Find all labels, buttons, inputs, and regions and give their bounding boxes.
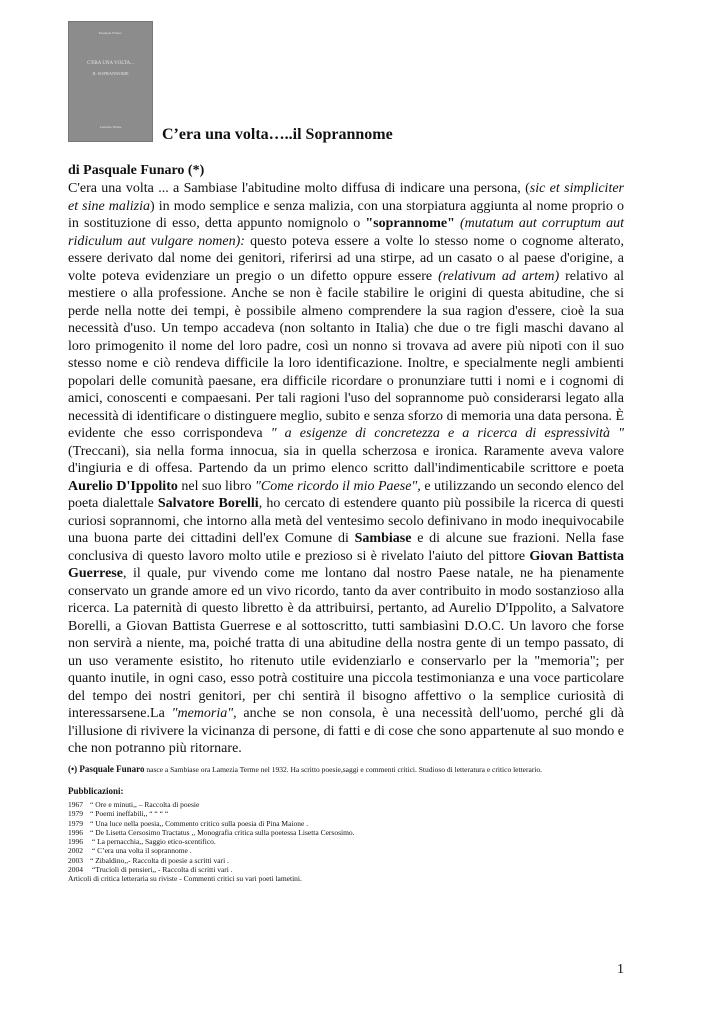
publication-year: 2002 xyxy=(68,846,83,856)
italic-text: "memoria", xyxy=(171,706,237,721)
author-line: di Pasquale Funaro (*) xyxy=(68,163,205,178)
italic-text: (mutatum aut corruptum aut ridiculum aut vulgare nomen): xyxy=(68,216,624,249)
publication-year: 2004 xyxy=(68,865,83,875)
bold-text: Aurelio D'Ippolito xyxy=(68,478,178,494)
publication-title: “Trucioli di pensieri,, - Raccolta di scritti vari . xyxy=(90,865,233,875)
bold-text: "soprannome" xyxy=(365,216,455,231)
publications-extra: Articoli di critica letteraria su riviste - Commenti critici su vari poeti lametini. xyxy=(68,874,302,884)
publication-item xyxy=(68,828,355,837)
publication-title: “ De Lisetta Cersosimo Tractatus ,, Monografia critica sulla poetessa Lisetta Cersosimo. xyxy=(90,827,355,837)
footnote-text: nasce a Sambiase ora Lamezia Terme nel 1932. Ha scritto poesie,saggi e commenti critici. Studioso di letteratura e critico letterario. xyxy=(144,765,543,774)
publication-item xyxy=(68,800,355,809)
publications-heading: Pubblicazioni: xyxy=(68,786,124,796)
publication-year: 1967 xyxy=(68,800,83,809)
publication-title: “ C’era una volta il soprannome . xyxy=(90,846,192,856)
cover-title-line2: IL SOPRANNOME xyxy=(92,71,129,76)
bold-text: Sambiase xyxy=(354,531,412,546)
publication-title: “ Ore e minuti,, – Raccolta di poesie xyxy=(90,800,200,809)
text-run: ) in modo semplice e senza malizia, con una storpiatura aggiunta al nome proprio o in sostituzione di esso, detta appunto nomignolo o xyxy=(68,198,624,231)
body-paragraph xyxy=(68,180,624,758)
text-run: (Treccani), sia nella forma innocua, sia in quella scherzosa e ironica. Raramente aveva valore d'ingiuria e di offesa. Partendo da un primo elenco scritto dall'indimenticabile scrittore e poeta xyxy=(68,443,624,476)
author-footnote xyxy=(68,764,668,775)
publication-item xyxy=(68,837,355,846)
publication-year: 1996 xyxy=(68,837,83,847)
publication-item xyxy=(68,856,355,865)
cover-publisher: Lamezia Terme xyxy=(99,125,122,129)
publication-item xyxy=(68,865,355,874)
text-run: , il quale, pur vivendo come me lontano dal nostro Paese natale, ne ha pienamente conservato un grande amore ed un vivo ricordo, tanto da aver contribuito in modo sostanzioso alla ricerca. La paternità di questo libretto è da attribuirsi, pertanto, ad Aurelio D'Ippolito, a Salvatore Borelli, a Giovan Battista Guerrese e al sottoscritto, tutti sambiasìni D.O.C. Un lavoro che forse non servirà a niente, ma, poiché tratta di una abitudine della nostra gente di un tempo passato, di un uso veramente esistito, ho ritenuto utile evidenziarlo e conservarlo per la "memoria"; per quanto inutile, in ogni caso, esso potrà costituire una piccola testimonianza e una voce particolare del tempo dei nostri genitori, per chi sentirà il bisogno affettivo o la semplice curiosità di interessarsene.La xyxy=(68,566,624,721)
page-number: 1 xyxy=(617,962,624,977)
italic-text: "Come ricordo il mio Paese", xyxy=(255,478,421,494)
publication-title: “ La pernacchia,, Saggio etico-scentifico. xyxy=(90,837,216,847)
publication-item xyxy=(68,819,355,828)
text-run: nel suo libro xyxy=(177,478,256,494)
publication-year: 2003 xyxy=(68,855,83,865)
italic-text: (relativum ad artem) xyxy=(438,268,560,284)
text-run: e utilizzando un secondo elenco del poeta dialettale xyxy=(68,478,624,511)
publications-list xyxy=(68,800,355,884)
footnote-author: (•) Pasquale Funaro xyxy=(68,764,145,774)
italic-text: " a esigenze di concretezza e a ricerca di espressività " xyxy=(270,426,624,441)
publication-year: 1979 xyxy=(68,818,83,828)
publication-title: “ Zibaldino,,- Raccolta di poesie a scritti vari . xyxy=(90,855,229,865)
book-cover-image xyxy=(68,21,153,142)
publication-item xyxy=(68,846,355,855)
italic-text: sic et simpliciter et sine malizia xyxy=(68,181,625,214)
publication-year: 1996 xyxy=(68,827,83,837)
text-run: e di alcune sue frazioni. Nella fase conclusiva di questo lavoro molto utile e prezioso si è rivelato l'aiuto del pittore xyxy=(68,531,625,564)
publication-year: 1979 xyxy=(68,809,83,819)
cover-title-line1: C'ERA UNA VOLTA... xyxy=(87,61,134,66)
bold-text: Salvatore Borelli xyxy=(157,496,259,511)
publication-item xyxy=(68,809,355,818)
text-run: anche se non consola, è una necessità dell'uomo, perché gli dà l'illusione di rivivere la vicinanza di persone, di fatti e di cose che sono appartenute al suo mondo e che non potranno più ritornare. xyxy=(68,706,624,756)
cover-author: Pasquale Funaro xyxy=(98,31,123,35)
publication-title: “ Poemi ineffabili,, “ “ “ “ xyxy=(90,809,169,819)
text-run: , ho cercato di estendere quanto più possibile la ricerca di questi curiosi soprannomi, che intorno alla metà del ventesimo secolo definivano in modo inequivocabile una buona parte dei cittadini dell'ex Comune di xyxy=(68,496,624,546)
bold-text: Giovan Battista Guerrese xyxy=(68,548,624,581)
text-run: relativo al mestiere o alla professione. Anche se non è facile stabilire le origini di questa abitudine, che si perde nella notte dei tempi, è possibile almeno comprendere la sua ragion d'essere, cioè la sua necessità d'uso. Un tempo accadeva (non soltanto in Italia) che due o tre figli maschi davano al loro primogenito il nome del loro padre, così un nonno si trovava ad avere più nipoti con il suo stesso nome e ciò rendeva difficile la loro identificazione. Inoltre, e specialmente negli ambienti popolari delle comunità paesane, era difficile ricordare o pronunziare tutti i nomi e i cognomi di amici, conoscenti e compaesani. Per tali ragioni l'uso del soprannome può considerarsi legato alla necessità di identificare o distinguere meglio, subito e senza sforzo di memoria una data persona. È evidente che esso corrispondeva xyxy=(68,268,624,441)
publication-title: “ Una luce nella poesia,, Commento critico sulla poesia di Pina Maione . xyxy=(90,818,309,828)
text-run: C'era una volta ... a Sambiase l'abitudine molto diffusa di indicare una persona, ( xyxy=(68,181,530,196)
document-title: C’era una volta…..il Soprannome xyxy=(162,126,393,143)
text-run: questo poteva essere a volte lo stesso nome o cognome alterato, essere derivato dal nome dei genitori, riferirsi ad una stirpe, ad un casato o al paese d'origine, a volte poteva evidenziare un pregio o un difetto oppure essere xyxy=(68,233,624,284)
